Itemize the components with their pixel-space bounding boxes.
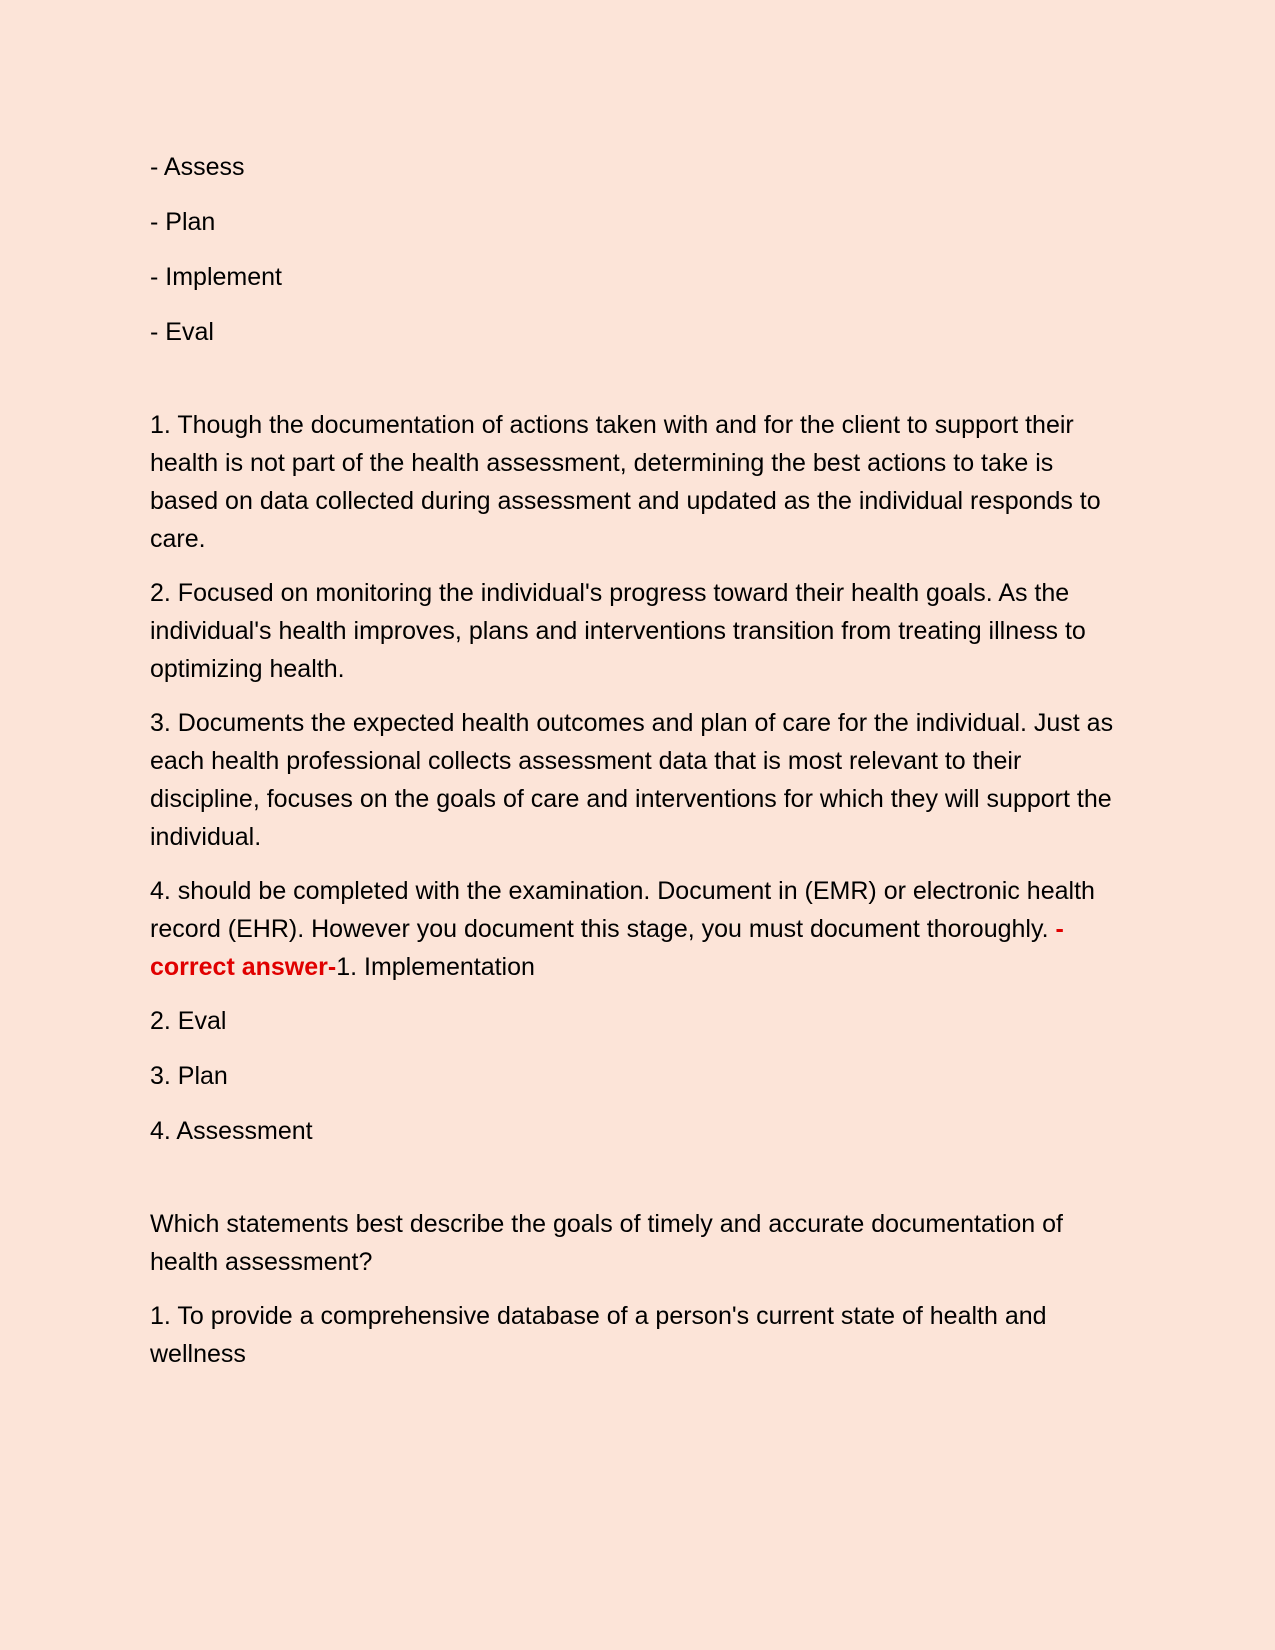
document-page: [150, 148, 1125, 1389]
description-2: 2. Focused on monitoring the individual's progress toward their health goals. As the individual's health improves, plans and interventions transition from treating illness to optimizing health.: [150, 579, 1086, 683]
description-4-text: 4. should be completed with the examination. Document in (EMR) or electronic health record (EHR). However you document this stage, you must document thoroughly.: [150, 877, 1095, 943]
step-item: - Implement: [150, 263, 282, 291]
answer-item: 3. Plan: [150, 1062, 228, 1090]
correct-answer-tag: - correct answer-: [150, 915, 1064, 981]
description-4: [150, 872, 1125, 986]
question-text: Which statements best describe the goals of timely and accurate documentation of health assessment?: [150, 1210, 1063, 1276]
option-item: 1. To provide a comprehensive database of a person's current state of health and wellness: [150, 1302, 1047, 1368]
answer-item: 2. Eval: [150, 1007, 227, 1035]
answer-item: 4. Assessment: [150, 1117, 313, 1145]
answer-item: 1. Implementation: [336, 953, 535, 981]
step-item: - Assess: [150, 153, 245, 181]
step-item: - Eval: [150, 318, 214, 346]
step-item: - Plan: [150, 208, 216, 236]
description-1: 1. Though the documentation of actions taken with and for the client to support their health is not part of the health assessment, determining the best actions to take is based on data collected during assessment and updated as the individual responds to care.: [150, 411, 1101, 553]
description-3: 3. Documents the expected health outcomes and plan of care for the individual. Just as each health professional collects assessment data that is most relevant to their discipline, focuses on the goals of care and interventions for which they will support the individual.: [150, 709, 1114, 851]
